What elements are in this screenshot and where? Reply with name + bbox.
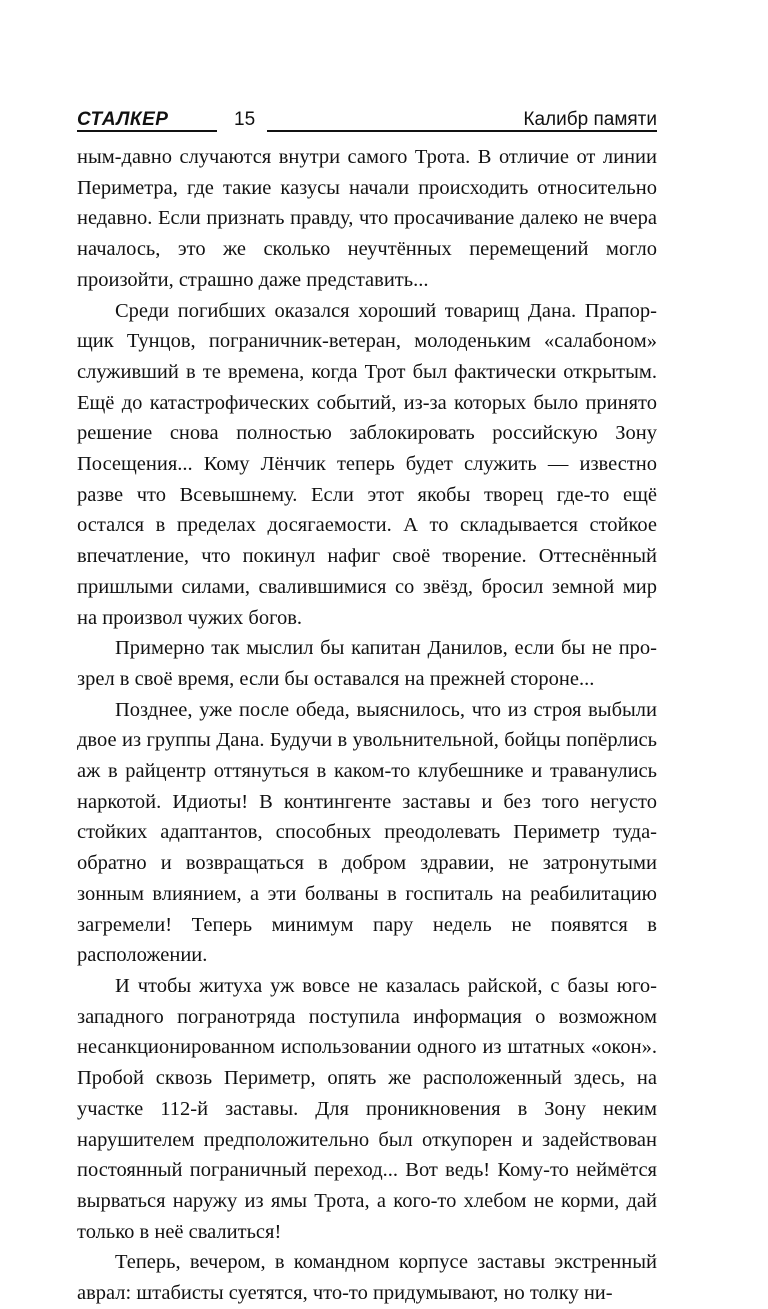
paragraph-2: Среди погибших оказался хороший товарищ Дана. Прапорщик Тунцов, пограничник-ветеран, молоденьким «салабоном» служивший в те времена, когда Трот был фактически открытым. Ещё до катастрофических событий, из-за которых было принято решение снова полностью заблокировать российскую Зону Посещения... Кому Лёнчик теперь будет служить — известно разве что Всевышнему. Если этот якобы творец где-то ещё остался в пределах досягаемости. А то складывается стойкое впечатление, что покинул нафиг своё творение. Оттеснённый пришлыми силами, свалившимися со звёзд, бросил земной мир на произвол чужих богов. [77, 299, 657, 629]
page-number: 15 [234, 109, 256, 130]
header-rule-left [77, 130, 217, 132]
running-head [77, 108, 657, 136]
paragraph-1: ным-давно случаются внутри самого Трота. В отличие от линии Периметра, где такие казусы начали происходить относительно недавно. Если признать правду, что просачивание далеко не вчера началось, это же сколько неучтённых перемещений могло произойти, страшно даже представить... [77, 146, 657, 291]
paragraph-4: Позднее, уже после обеда, выяснилось, что из строя выбыли двое из группы Дана. Будучи в увольнительной, бойцы попёрлись аж в райцентр оттянуться в каком-то клубешнике и траванулись наркотой. Идиоты! В контингенте заставы и без того негусто стойких адаптантов, способных преодолевать Периметр туда-обратно и возвращаться в добром здравии, не затронутыми зонным влиянием, а эти болваны в госпиталь на реабилитацию загремели! Теперь минимум пару недель не появятся в расположении. [77, 698, 657, 967]
paragraph-3: Примерно так мыслил бы капитан Данилов, если бы не прозрел в своё время, если бы оставался на прежней стороне... [77, 637, 657, 690]
paragraph-6: Теперь, вечером, в командном корпусе заставы экстренный аврал: штабисты суетятся, что-то придумывают, но толку ни- [77, 1251, 657, 1305]
book-page [77, 108, 657, 1309]
series-title: СТАЛКЕР [77, 109, 169, 130]
paragraph-5: И чтобы житуха уж вовсе не казалась райской, с базы юго-западного погранотряда поступила информация о возможном несанкционированном использовании одного из штатных «окон». Пробой сквозь Периметр, опять же расположенный здесь, на участке 112-й заставы. Для проникновения в Зону неким нарушителем предположительно был откупорен и задействован постоянный пограничный переход... Вот ведь! Кому-то неймётся вырваться наружу из ямы Трота, а кого-то хлебом не корми, дай только в неё свалиться! [77, 974, 657, 1243]
book-title: Калибр памяти [523, 109, 657, 130]
body-text [77, 142, 657, 1309]
